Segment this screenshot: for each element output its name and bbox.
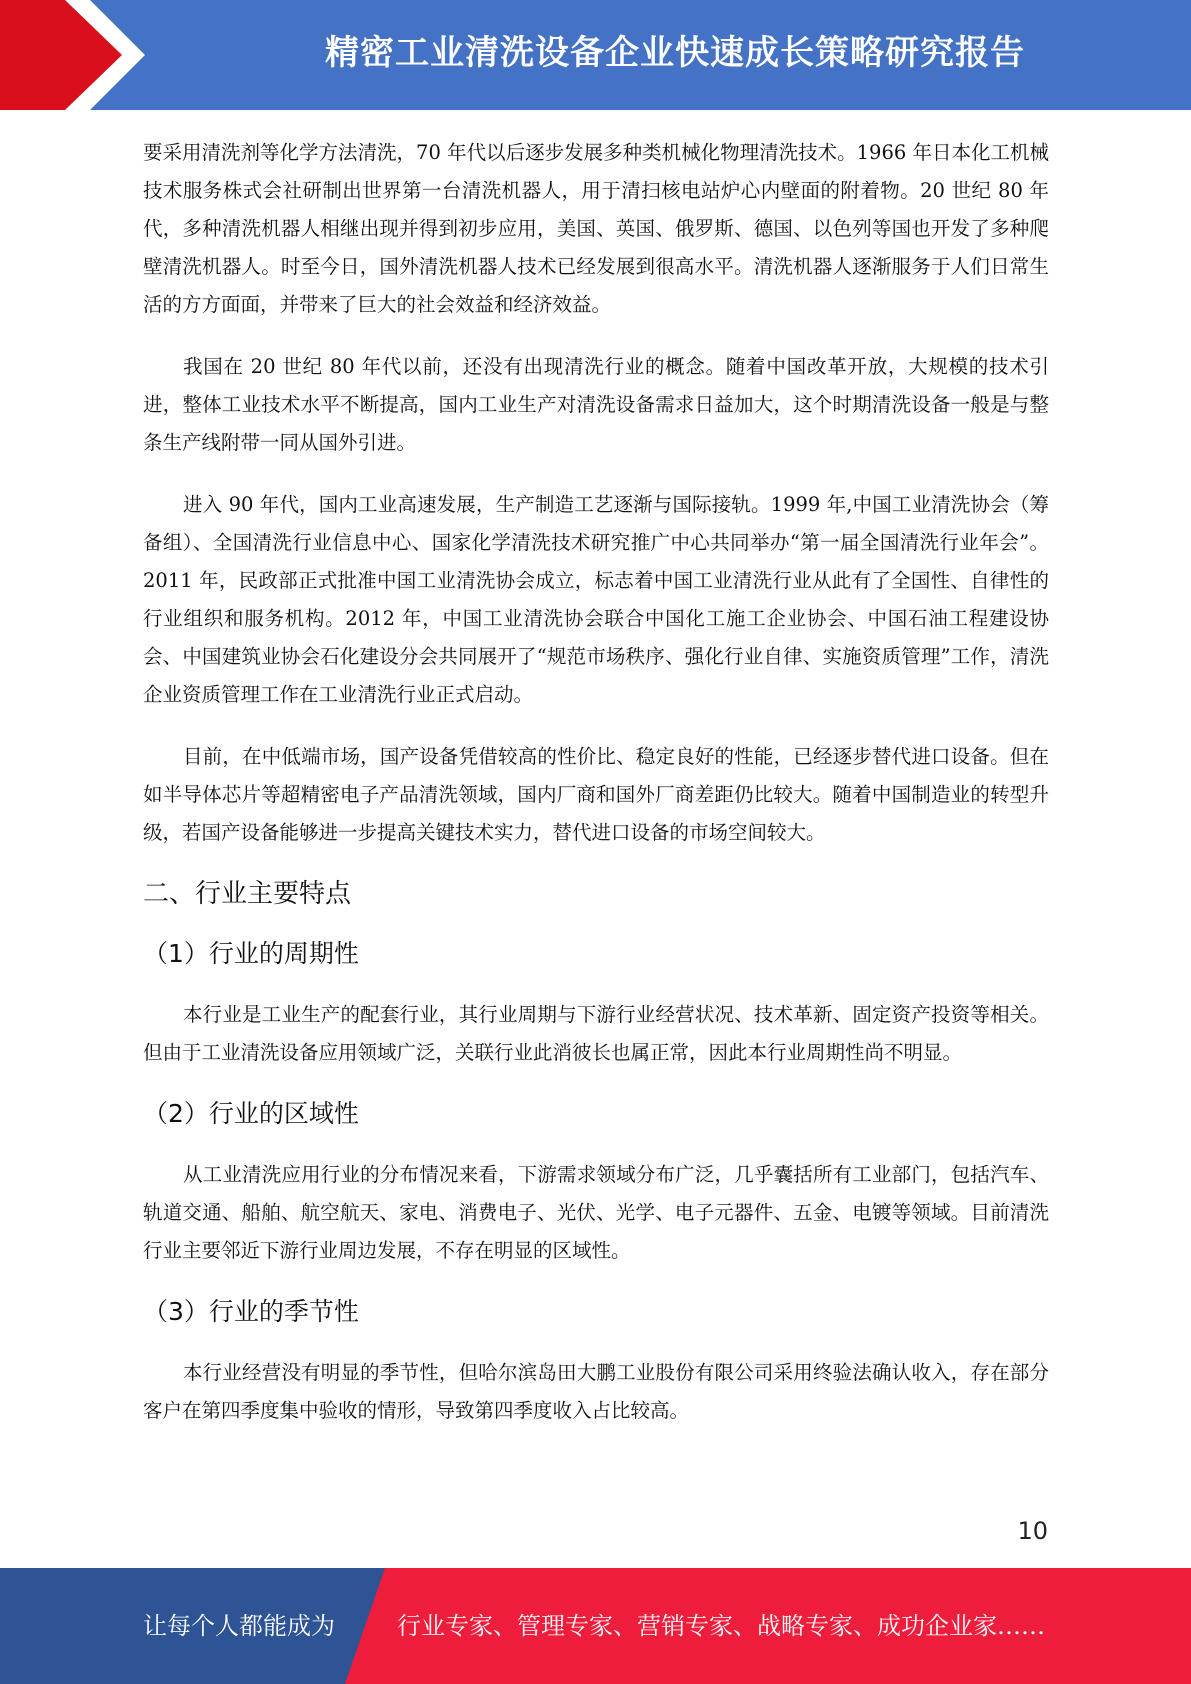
report-title: 精密工业清洗设备企业快速成长策略研究报告 [325,33,1025,73]
paragraph-6: 从工业清洗应用行业的分布情况来看，下游需求领域分布广泛，几乎囊括所有工业部门，包括汽车、轨道交通、船舶、航空航天、家电、消费电子、光伏、光学、电子元器件、五金、电镀等领域。目前清洗行业主要邻近下游行业周边发展，不存在明显的区域性。 [143,1163,1049,1262]
paragraph-7: 本行业经营没有明显的季节性，但哈尔滨岛田大鹏工业股份有限公司采用终验法确认收入，存在部分客户在第四季度集中验收的情形，导致第四季度收入占比较高。 [143,1361,1049,1422]
footer-banner [0,1568,1191,1684]
footer-slogan-left: 让每个人都能成为 [143,1612,335,1640]
paragraph-2: 我国在 20 世纪 80 年代以前，还没有出现清洗行业的概念。随着中国改革开放，大规模的技术引进，整体工业技术水平不断提高，国内工业生产对清洗设备需求日益加大，这个时期清洗设备一般是与整条生产线附带一同从国外引进。 [143,355,1049,454]
paragraph-1: 要采用清洗剂等化学方法清洗，70 年代以后逐步发展多种类机械化物理清洗技术。1966 年日本化工机械技术服务株式会社研制出世界第一台清洗机器人，用于清扫核电站炉心内壁面的附着物。20 世纪 80 年代，多种清洗机器人相继出现并得到初步应用，美国、英国、俄罗斯、德国、以色列等国也开发了多种爬壁清洗机器人。时至今日，国外清洗机器人技术已经发展到很高水平。清洗机器人逐渐服务于人们日常生活的方方面面，并带来了巨大的社会效益和经济效益。 [143,141,1049,316]
subheading-cyclicality: （1）行业的周期性 [143,939,359,968]
paragraph-3: 进入 90 年代，国内工业高速发展，生产制造工艺逐渐与国际接轨。1999 年,中国工业清洗协会（筹备组）、全国清洗行业信息中心、国家化学清洗技术研究推广中心共同举办“第一届全国清洗行业年会”。2011 年，民政部正式批准中国工业清洗协会成立，标志着中国工业清洗行业从此有了全国性、自律性的行业组织和服务机构。2012 年，中国工业清洗协会联合中国化工施工企业协会、中国石油工程建设协会、中国建筑业协会石化建设分会共同展开了“规范市场秩序、强化行业自律、实施资质管理”工作，清洗企业资质管理工作在工业清洗行业正式启动。 [143,493,1049,706]
red-arrow-decoration [0,0,160,110]
main-content [143,134,1049,1454]
page-number: 10 [1017,1517,1048,1545]
section-heading-2: 二、行业主要特点 [143,879,352,909]
paragraph-4: 目前，在中低端市场，国产设备凭借较高的性价比、稳定良好的性能，已经逐步替代进口设备。但在如半导体芯片等超精密电子产品清洗领域，国内厂商和国外厂商差距仍比较大。随着中国制造业的转型升级，若国产设备能够进一步提高关键技术实力，替代进口设备的市场空间较大。 [143,745,1049,844]
footer-slogan-right: 行业专家、管理专家、营销专家、战略专家、成功企业家…… [397,1612,1045,1640]
subheading-regionality: （2）行业的区域性 [143,1099,359,1128]
subheading-seasonality: （3）行业的季节性 [143,1297,359,1326]
header-banner [0,0,1191,110]
paragraph-5: 本行业是工业生产的配套行业，其行业周期与下游行业经营状况、技术革新、固定资产投资等相关。但由于工业清洗设备应用领域广泛，关联行业此消彼长也属正常，因此本行业周期性尚不明显。 [143,1003,1049,1064]
